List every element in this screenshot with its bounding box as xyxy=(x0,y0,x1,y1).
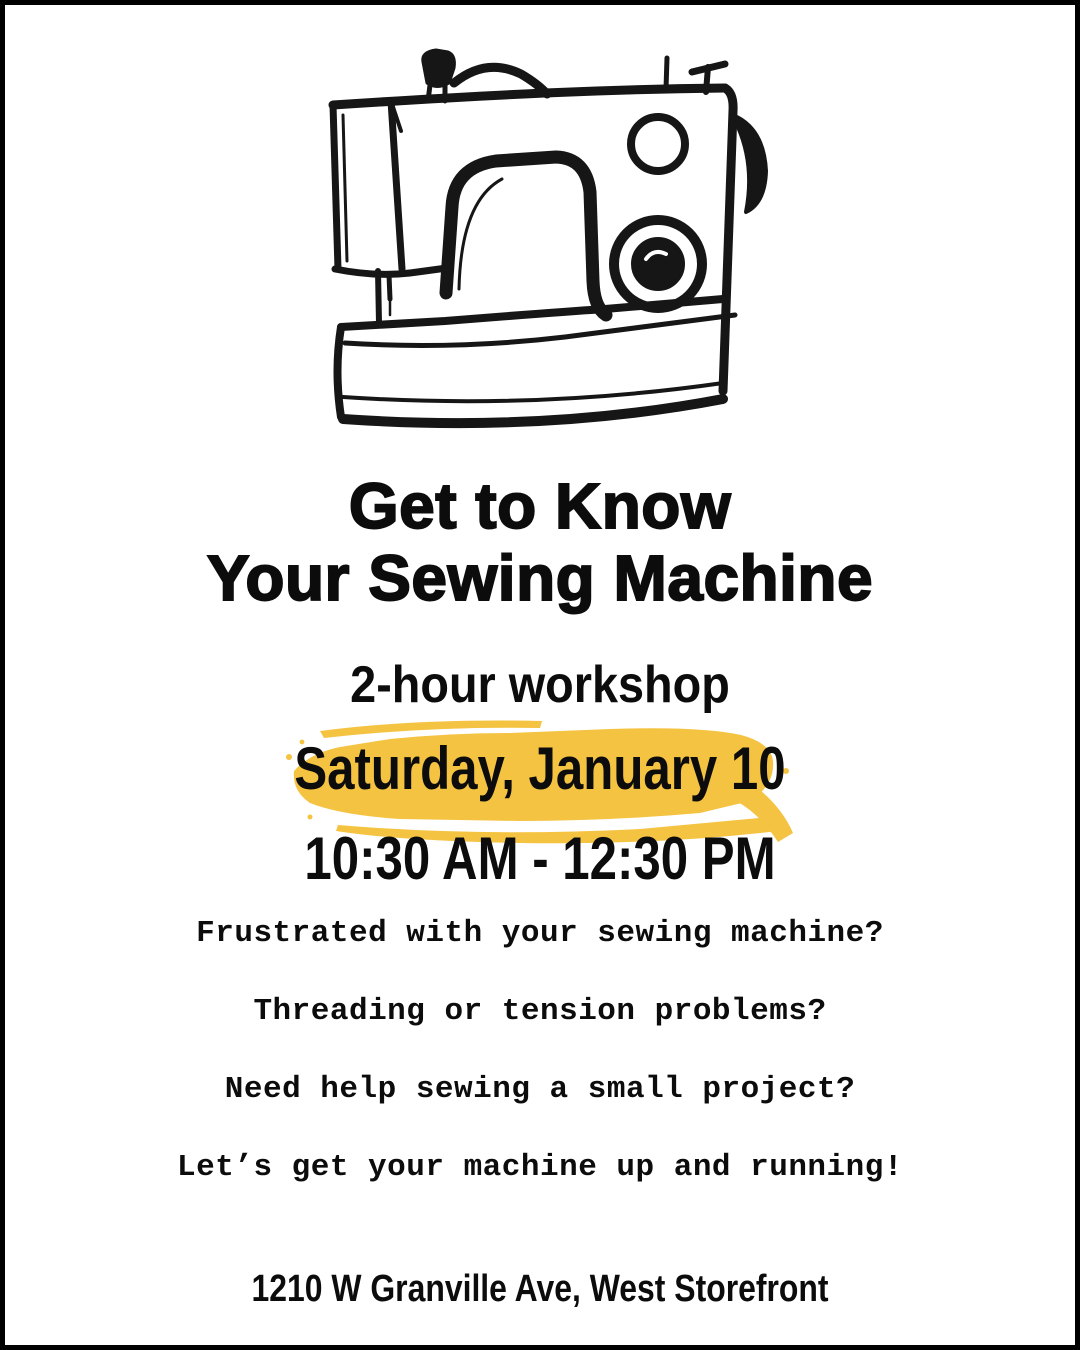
body-line-1: Frustrated with your sewing machine? xyxy=(196,916,884,951)
workshop-time: 10:30 AM - 12:30 PM xyxy=(304,825,776,892)
flyer-title xyxy=(5,470,1075,614)
sewing-machine-icon xyxy=(305,31,785,455)
title-line-2: Your Sewing Machine xyxy=(206,542,874,614)
venue-address: 1210 W Granville Ave, West Storefront xyxy=(251,1268,829,1310)
sewing-machine-illustration xyxy=(305,31,785,455)
title-line-1: Get to Know xyxy=(348,470,732,542)
body-line-4: Let’s get your machine up and running! xyxy=(177,1150,903,1185)
body-line-2: Threading or tension problems? xyxy=(253,994,827,1029)
body-line-3: Need help sewing a small project? xyxy=(224,1072,856,1107)
workshop-date: Saturday, January 10 xyxy=(294,735,786,802)
date-highlight-wrap xyxy=(5,717,1075,821)
schedule-block xyxy=(5,717,1075,890)
body-copy xyxy=(5,917,1075,1229)
workshop-duration: 2-hour workshop xyxy=(350,656,730,714)
